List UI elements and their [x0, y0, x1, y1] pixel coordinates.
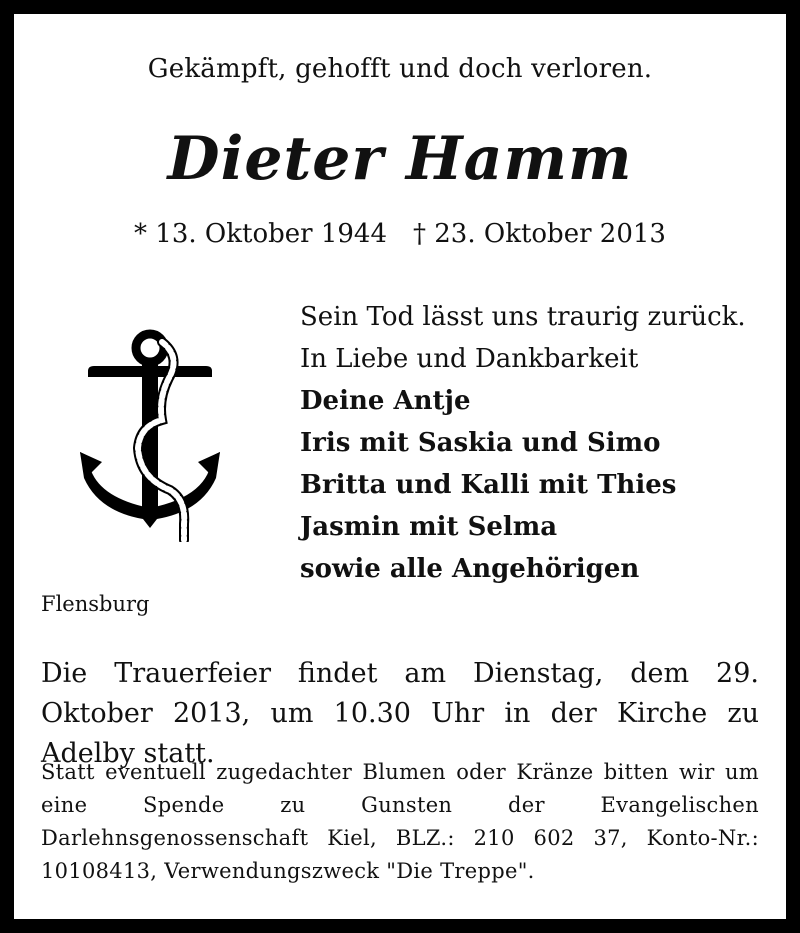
service-info: Die Trauerfeier findet am Dienstag, dem 29. Oktober 2013, um 10.30 Uhr in der Kirche zu Adelby statt.: [41, 658, 759, 769]
life-dates: [14, 219, 786, 249]
city: Flensburg: [41, 592, 150, 616]
mourners-intro-2: In Liebe und Dankbarkeit: [300, 344, 639, 374]
deceased-name: Dieter Hamm: [167, 124, 633, 194]
donation-note: Statt eventuell zugedachter Blumen oder Kränze bitten wir um eine Spende zu Gunsten der Evangelischen Darlehnsgenossenschaft Kiel, BLZ.: 210 602 37, Konto-Nr.: 10108413, Verwendungszweck "Die Treppe".: [41, 760, 759, 883]
obituary-notice: [14, 14, 786, 919]
mourner-line: Deine Antje: [300, 386, 471, 416]
mourner-line: Jasmin mit Selma: [300, 512, 558, 542]
mourner-line: Britta und Kalli mit Thies: [300, 470, 677, 500]
mourners-intro-1: Sein Tod lässt uns traurig zurück.: [300, 302, 746, 332]
birth-date: * 13. Oktober 1944: [134, 219, 387, 249]
mourner-line: Iris mit Saskia und Simo: [300, 428, 661, 458]
mourners-block: [300, 296, 746, 590]
motto: Gekämpft, gehofft und doch verloren.: [147, 54, 653, 84]
death-date: † 23. Oktober 2013: [413, 219, 666, 249]
mourner-line: sowie alle Angehörigen: [300, 554, 640, 584]
anchor-icon: [80, 328, 226, 542]
